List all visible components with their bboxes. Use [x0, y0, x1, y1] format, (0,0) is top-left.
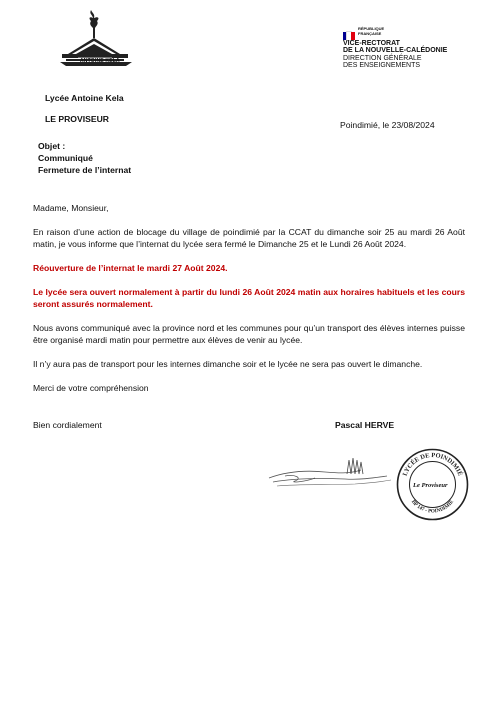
- school-open-notice: Le lycée sera ouvert normalement à partir du lundi 26 Août 2024 matin aux horaires habituels et les cours seront assurés normalement.: [33, 287, 465, 309]
- object-subject: Fermeture de l’internat: [38, 165, 132, 175]
- sender-role: LE PROVISEUR: [45, 114, 109, 124]
- institution-line2: DE LA NOUVELLE-CALÉDONIE: [343, 47, 448, 54]
- greeting: Madame, Monsieur,: [33, 203, 109, 213]
- paragraph-no-transport: Il n’y aura pas de transport pour les internes dimanche soir et le lycée ne sera pas ouvert le dimanche.: [33, 359, 423, 369]
- paragraph-closure: En raison d’une action de blocage du village de poindimié par la CCAT du dimanche soir 25 au mardi 26 Août matin, je vous informe que l’internat du lycée sera fermé le Dimanche 25 et le Lundi 26 Août 2024.: [33, 227, 465, 249]
- signatory-name: Pascal HERVE: [335, 420, 395, 430]
- paragraph-transport: Nous avons communiqué avec la province nord et les communes pour qu’un transport des élèves internes puisse être organisé mardi matin pour permettre aux élèves de venir au lycée.: [33, 323, 465, 345]
- republic-label-line2: FRANÇAISE: [358, 30, 382, 36]
- closing-line: Bien cordialement: [33, 420, 102, 430]
- republic-emblem-label: [358, 27, 384, 36]
- object-type: Communiqué: [38, 153, 93, 163]
- logo-caption: ANTOINE KELA: [80, 58, 120, 64]
- svg-text:BP 147 - POINDIMIÉ: BP 147 - POINDIMIÉ: [409, 499, 456, 515]
- reopening-notice: Réouverture de l’internat le mardi 27 Août 2024.: [33, 263, 228, 273]
- object-label: Objet :: [38, 141, 66, 151]
- place-date: Poindimié, le 23/08/2024: [340, 120, 435, 130]
- stamp-center-text: Le Proviseur: [413, 482, 448, 489]
- institution-line3: DIRECTION GÉNÉRALE: [343, 55, 422, 62]
- institution-line1: VICE-RECTORAT: [343, 40, 400, 47]
- svg-text:LYCÉE DE POINDIMIÉ: LYCÉE DE POINDIMIÉ: [401, 451, 464, 477]
- school-name: Lycée Antoine Kela: [45, 93, 124, 103]
- republic-label-line1: RÉPUBLIQUE: [358, 26, 385, 31]
- handwritten-signature: [265, 448, 395, 496]
- thanks-line: Merci de votre compréhension: [33, 383, 149, 393]
- institution-line4: DES ENSEIGNEMENTS: [343, 62, 421, 69]
- french-flag-icon: [343, 27, 355, 35]
